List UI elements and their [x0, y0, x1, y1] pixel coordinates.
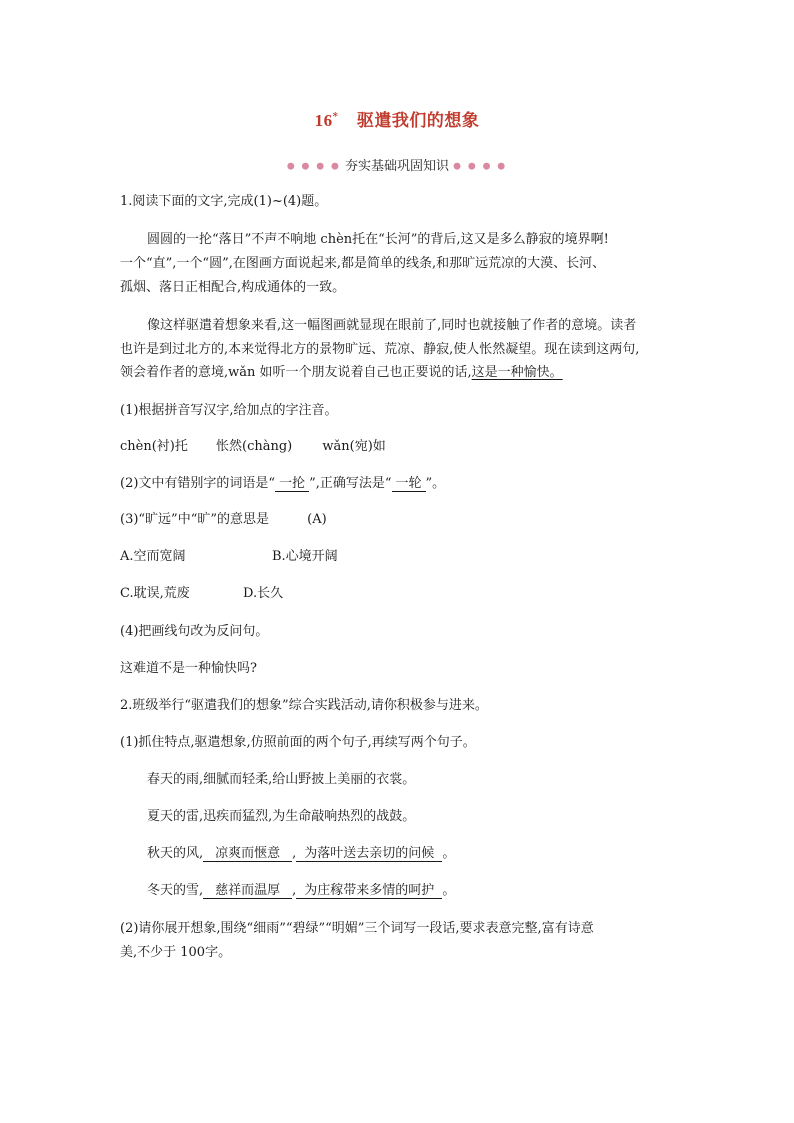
- example-sentence: 夏天的雷,迅疾而猛烈,为生命敲响热烈的战鼓。: [147, 809, 416, 824]
- answer-a: chèn(衬)托: [120, 439, 188, 454]
- period: 。: [442, 846, 456, 861]
- answer-blank: 为落叶送去亲切的问候: [296, 847, 442, 862]
- q1-sub4-answer: 这难道不是一种愉快吗?: [120, 661, 257, 676]
- sub2-end: ”。: [425, 476, 446, 491]
- q2-prompt: 2.班级举行“驱遣我们的想象”综合实践活动,请你积极参与进来。: [120, 698, 488, 713]
- underlined-sentence: 这是一种愉快。: [471, 365, 563, 380]
- sentence-prefix: 秋天的风,: [147, 846, 204, 861]
- answer-c: wǎn(宛)如: [322, 439, 386, 454]
- lesson-name: 驱遣我们的想象: [356, 111, 480, 131]
- answer-blank: 为庄稼带来多情的呵护: [296, 884, 442, 899]
- option-row: [120, 549, 338, 564]
- passage-line: 也许是到过北方的,本来觉得北方的景物旷远、荒凉、静寂,使人怅然凝望。现在读到这两句,: [120, 342, 640, 357]
- q2-sub2: 美,不少于 100字。: [120, 945, 232, 960]
- comma: ,: [292, 846, 297, 861]
- lesson-number: 16: [314, 111, 333, 130]
- section-header: [0, 155, 794, 174]
- sentence-prefix: 冬天的雪,: [147, 883, 204, 898]
- passage-line: 一个“直”,一个“圆”,在图画方面说起来,都是简单的线条,和那旷远荒凉的大漠、长河、: [120, 256, 606, 271]
- q1-sub2: [120, 477, 445, 492]
- q1-sub1: (1)根据拼音写汉字,给加点的字注音。: [120, 403, 338, 418]
- option-b: B.心境开阔: [272, 549, 338, 564]
- passage-line: 像这样驱遣着想象来看,这一幅图画就显现在眼前了,同时也就接触了作者的意境。读者: [147, 318, 637, 333]
- q1-prompt: 1.阅读下面的文字,完成(1)~(4)题。: [120, 194, 328, 209]
- option-row: [120, 586, 284, 601]
- lesson-title: [0, 106, 794, 131]
- sub2-prefix: (2)文中有错别字的词语是“: [120, 476, 276, 491]
- example-sentence: 春天的雨,细腻而轻柔,给山野披上美丽的衣裳。: [147, 772, 416, 787]
- sub3-answer: (A): [307, 512, 327, 527]
- dots-right: ● ● ● ●: [453, 161, 508, 172]
- sub3-text: (3)“旷远”中“旷”的意思是: [120, 512, 269, 527]
- option-d: D.长久: [243, 586, 284, 601]
- passage-line: 孤烟、落日正相配合,构成通体的一致。: [120, 280, 346, 295]
- section-label: 夯实基础巩固知识: [344, 159, 449, 174]
- q2-sub1: (1)抓住特点,驱遣想象,仿照前面的两个句子,再续写两个句子。: [120, 735, 476, 750]
- answer-blank: 慈祥而温厚: [203, 884, 292, 899]
- wrong-word-blank: 一抡: [275, 477, 309, 492]
- answer-blank: 凉爽而惬意: [203, 847, 292, 862]
- period: 。: [442, 883, 456, 898]
- passage-line: 圆圆的一抡“落日”不声不响地 chèn托在“长河”的背后,这又是多么静寂的境界啊!: [147, 232, 609, 247]
- passage-line: [120, 366, 563, 379]
- q2-sub2: (2)请你展开想象,围绕“细雨”“碧绿”“明媚”三个词写一段话,要求表意完整,富有诗意: [120, 921, 594, 936]
- option-c: C.耽误,荒废: [120, 586, 190, 601]
- dots-left: ● ● ● ●: [286, 161, 341, 172]
- answer-b: 怅然(chàng): [216, 439, 293, 454]
- q1-sub3: [120, 513, 327, 526]
- q1-sub1-answer: [120, 440, 386, 453]
- option-a: A.空而宽阔: [120, 549, 186, 564]
- passage-text: 领会着作者的意境,wǎn 如听一个朋友说着自己也正要说的话,: [120, 365, 472, 380]
- answer-sentence: [147, 884, 455, 899]
- optional-star: *: [332, 111, 339, 123]
- q1-sub4: (4)把画线句改为反问句。: [120, 624, 269, 639]
- comma: ,: [292, 883, 297, 898]
- sub2-mid: ”,正确写法是“: [309, 476, 392, 491]
- answer-sentence: [147, 847, 455, 862]
- correct-word-blank: 一轮: [392, 477, 426, 492]
